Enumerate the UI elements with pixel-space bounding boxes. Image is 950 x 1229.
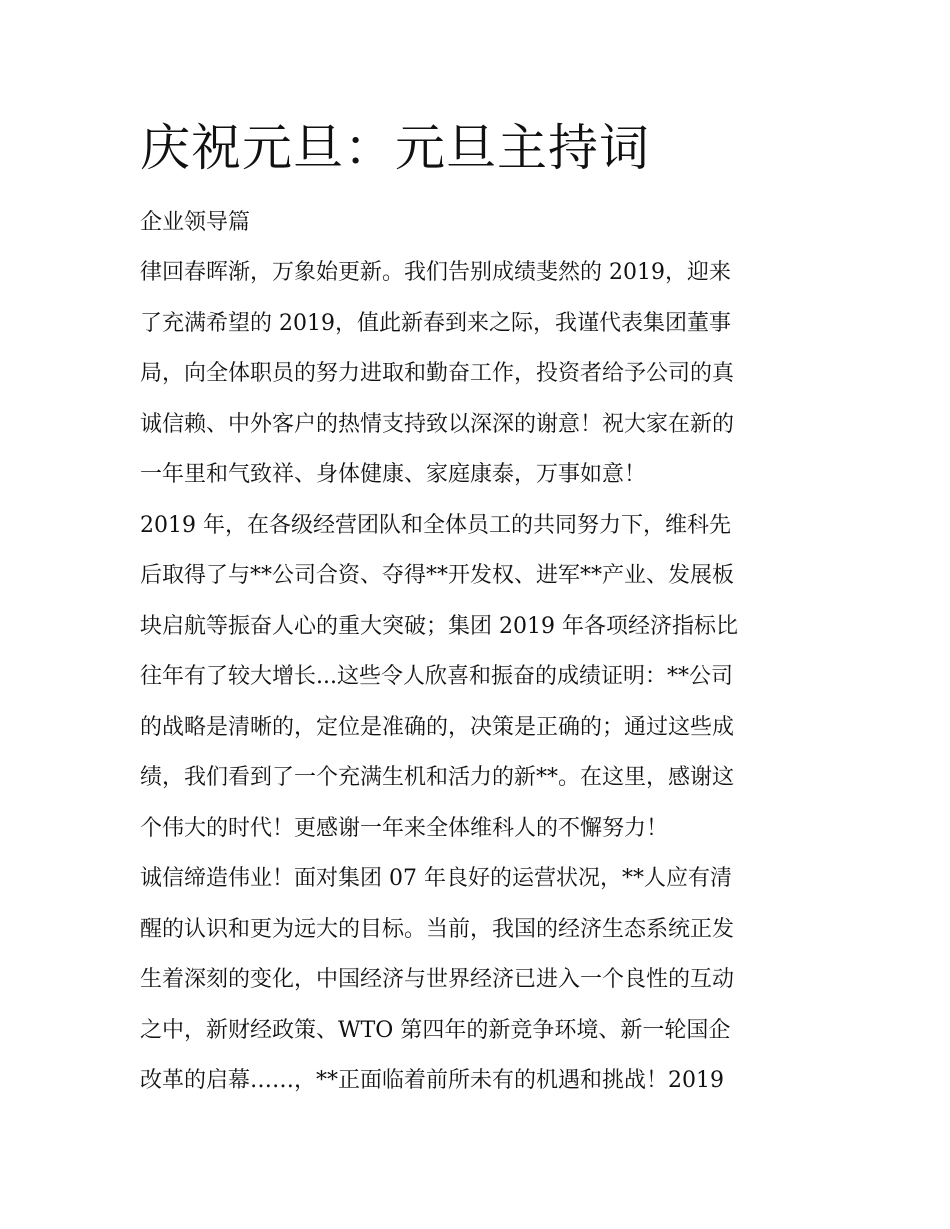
body-line: 生着深刻的变化，中国经济与世界经济已进入一个良性的互动: [140, 967, 735, 992]
body-line: 后取得了与**公司合资、夺得**开发权、进军**产业、发展板: [140, 563, 735, 588]
body-line: 改革的启幕……，**正面临着前所未有的机遇和挑战！2019: [140, 1068, 724, 1093]
body-line: 块启航等振奋人心的重大突破；集团 2019 年各项经济指标比: [140, 613, 738, 639]
body-line: 律回春晖渐，万象始更新。我们告别成绩斐然的 2019，迎来: [140, 260, 731, 285]
body-line: 一年里和气致祥、身体健康、家庭康泰，万事如意！: [140, 462, 647, 487]
body-line: 之中，新财经政策、WTO 第四年的新竞争环境、新一轮国企: [140, 1017, 731, 1043]
document-subtitle: 企业领导篇: [140, 210, 251, 235]
body-line: 往年有了较大增长...这些令人欣喜和振奋的成绩证明：**公司: [140, 664, 733, 689]
body-line: 醒的认识和更为远大的目标。当前，我国的经济生态系统正发: [140, 916, 735, 942]
body-line: 个伟大的时代！更感谢一年来全体维科人的不懈努力！: [140, 815, 669, 841]
document-page: [140, 112, 820, 1107]
body-line: 局，向全体职员的努力进取和勤奋工作，投资者给予公司的真: [140, 361, 735, 386]
body-line: 了充满希望的 2019，值此新春到来之际，我谨代表集团董事: [140, 310, 731, 336]
document-body: [140, 248, 820, 1107]
body-line: 2019 年，在各级经营团队和全体员工的共同努力下，维科先: [140, 512, 731, 538]
document-title: 庆祝元旦：元旦主持词: [140, 119, 650, 177]
body-line: 诚信缔造伟业！面对集团 07 年良好的运营状况，**人应有清: [140, 866, 732, 891]
body-line: 绩，我们看到了一个充满生机和活力的新**。在这里，感谢这: [140, 765, 735, 790]
body-line: 的战略是清晰的，定位是准确的，决策是正确的；通过这些成: [140, 714, 735, 740]
body-line: 诚信赖、中外客户的热情支持致以深深的谢意！祝大家在新的: [140, 411, 735, 437]
